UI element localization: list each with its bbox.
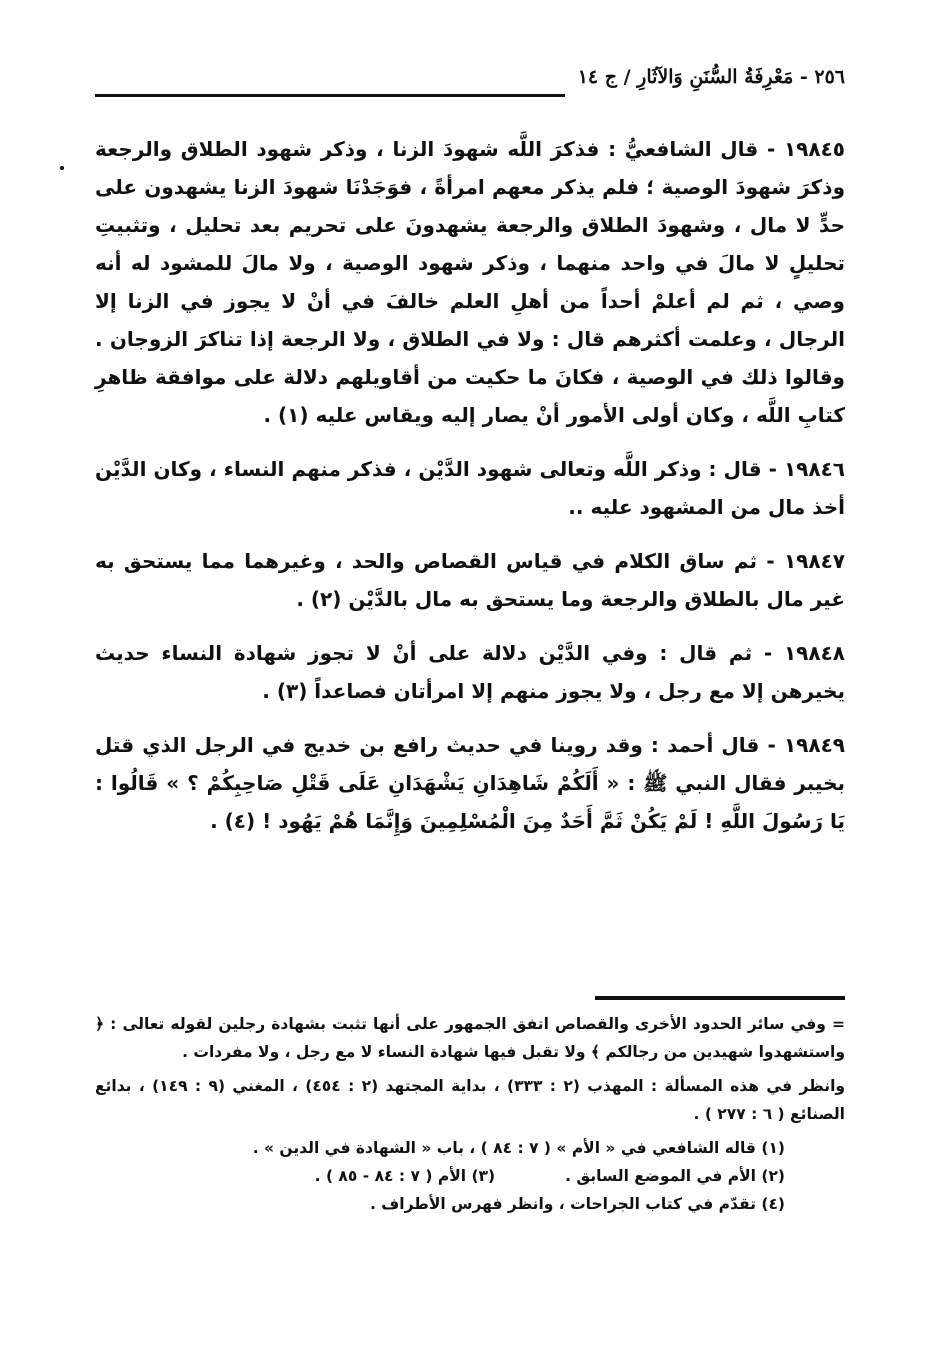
footnotes xyxy=(95,1010,845,1218)
header-rule xyxy=(95,94,565,97)
paragraph-19849 xyxy=(95,726,845,840)
main-text xyxy=(95,130,845,856)
footnote-4: (٤) تقدّم في كتاب الجراحات ، وانظر فهرس الأطراف . xyxy=(369,1195,785,1213)
running-head: ٢٥٦ - مَعْرِفَةُ السُّنَنِ وَالآثَارِ / ج ١٤ xyxy=(577,66,845,88)
paragraph-text: ١٩٨٤٨ - ثم قال : وفي الدَّيْن دلالة على أنْ لا تجوز شهادة النساء حديث يخيرهن إلا مع رجل ، ولا يجوز منهم إلا امرأتان فصاعداً (٣) . xyxy=(95,641,845,703)
paragraph-19848 xyxy=(95,634,845,710)
page-header xyxy=(95,66,845,106)
paragraph-text: ١٩٨٤٥ - قال الشافعيُّ : فذكرَ اللَّه شهودَ الزنا ، وذكر شهود الطلاق والرجعة وذكرَ شهودَ الوصية ؛ فلم يذكر معهم امرأةً ، فوَجَدْنَا شهودَ الزنا يشهدون على حدٍّ لا مال ، وشهودَ الطلاق والرجعة يشهدونَ على تحريم بعد تحليل ، وتثبيتِ تحليلٍ لا مالَ في واحد منهما ، وذكر شهود الوصية ، ولا مالَ للمشود له أنه وصي ، ثم لم أعلمْ أحداً من أهلِ العلم خالفَ في أنْ لا يجوز في الزنا إلا الرجال ، وعلمت أكثرهم قال : ولا في الطلاق ، ولا الرجعة إذا تناكرَ الزوجان . وقالوا ذلك في الوصية ، فكانَ ما حكيت من أقاويلهم دلالة على موافقة ظاهرِ كتابِ اللَّه ، وكان أولى الأمور أنْ يصار إليه ويقاس عليه (١) . xyxy=(95,137,845,427)
footnote-continuation-text: = وفي سائر الحدود الأخرى والقصاص اتفق الجمهور على أنها تثبت بشهادة رجلين لقوله تعالى : ﴿ واستشهدوا شهيدين من رجالكم ﴾ ولا تقبل فيها شهادة النساء لا مع رجل ، ولا مفردات . xyxy=(95,1015,845,1061)
paragraph-text: ١٩٨٤٧ - ثم ساق الكلام في قياس القصاص والحد ، وغيرهما مما يستحق به غير مال بالطلاق والرجعة وما يستحق به مال بالدَّيْن (٢) . xyxy=(95,549,845,611)
footnote-3: (٣) الأم ( ٧ : ٨٤ - ٨٥ ) . xyxy=(314,1167,496,1185)
footnote-references xyxy=(95,1072,845,1128)
paragraph-text: ١٩٨٤٦ - قال : وذكر اللَّه وتعالى شهود الدَّيْن ، فذكر منهم النساء ، وكان الدَّيْن أخذ مال من المشهود عليه .. xyxy=(95,457,845,519)
footnote-continuation xyxy=(95,1010,845,1066)
paragraph-19847 xyxy=(95,542,845,618)
footnote-see-also-text: وانظر في هذه المسألة : المهذب (٢ : ٣٣٣) ، بداية المجتهد (٢ : ٤٥٤) ، المغني (٩ : ١٤٩) ، بدائع الصنائع ( ٦ : ٢٧٧ ) . xyxy=(95,1077,846,1123)
scan-speck xyxy=(60,166,64,170)
footnote-2: (٢) الأم في الموضع السابق . xyxy=(565,1167,785,1185)
footnote-separator xyxy=(595,996,845,1000)
paragraph-19846 xyxy=(95,450,845,526)
footnote-1: (١) قاله الشافعي في « الأم » ( ٧ : ٨٤ ) ، باب « الشهادة في الدين » . xyxy=(252,1139,785,1157)
paragraph-text: ١٩٨٤٩ - قال أحمد : وقد روينا في حديث رافع بن خديج في الرجل الذي قتل بخيبر فقال النبي ﷺ : « أَلَكُمْ شَاهِدَانِ يَشْهَدَانِ عَلَى قَتْلِ صَاحِبِكُمْ ؟ » قَالُوا : يَا رَسُولَ اللَّهِ ! لَمْ يَكُنْ ثَمَّ أَحَدٌ مِنَ الْمُسْلِمِينَ وَإِنَّمَا هُمْ يَهُود ! (٤) . xyxy=(95,733,845,833)
paragraph-19845 xyxy=(95,130,845,434)
footnote-row-2-3 xyxy=(95,1162,845,1190)
